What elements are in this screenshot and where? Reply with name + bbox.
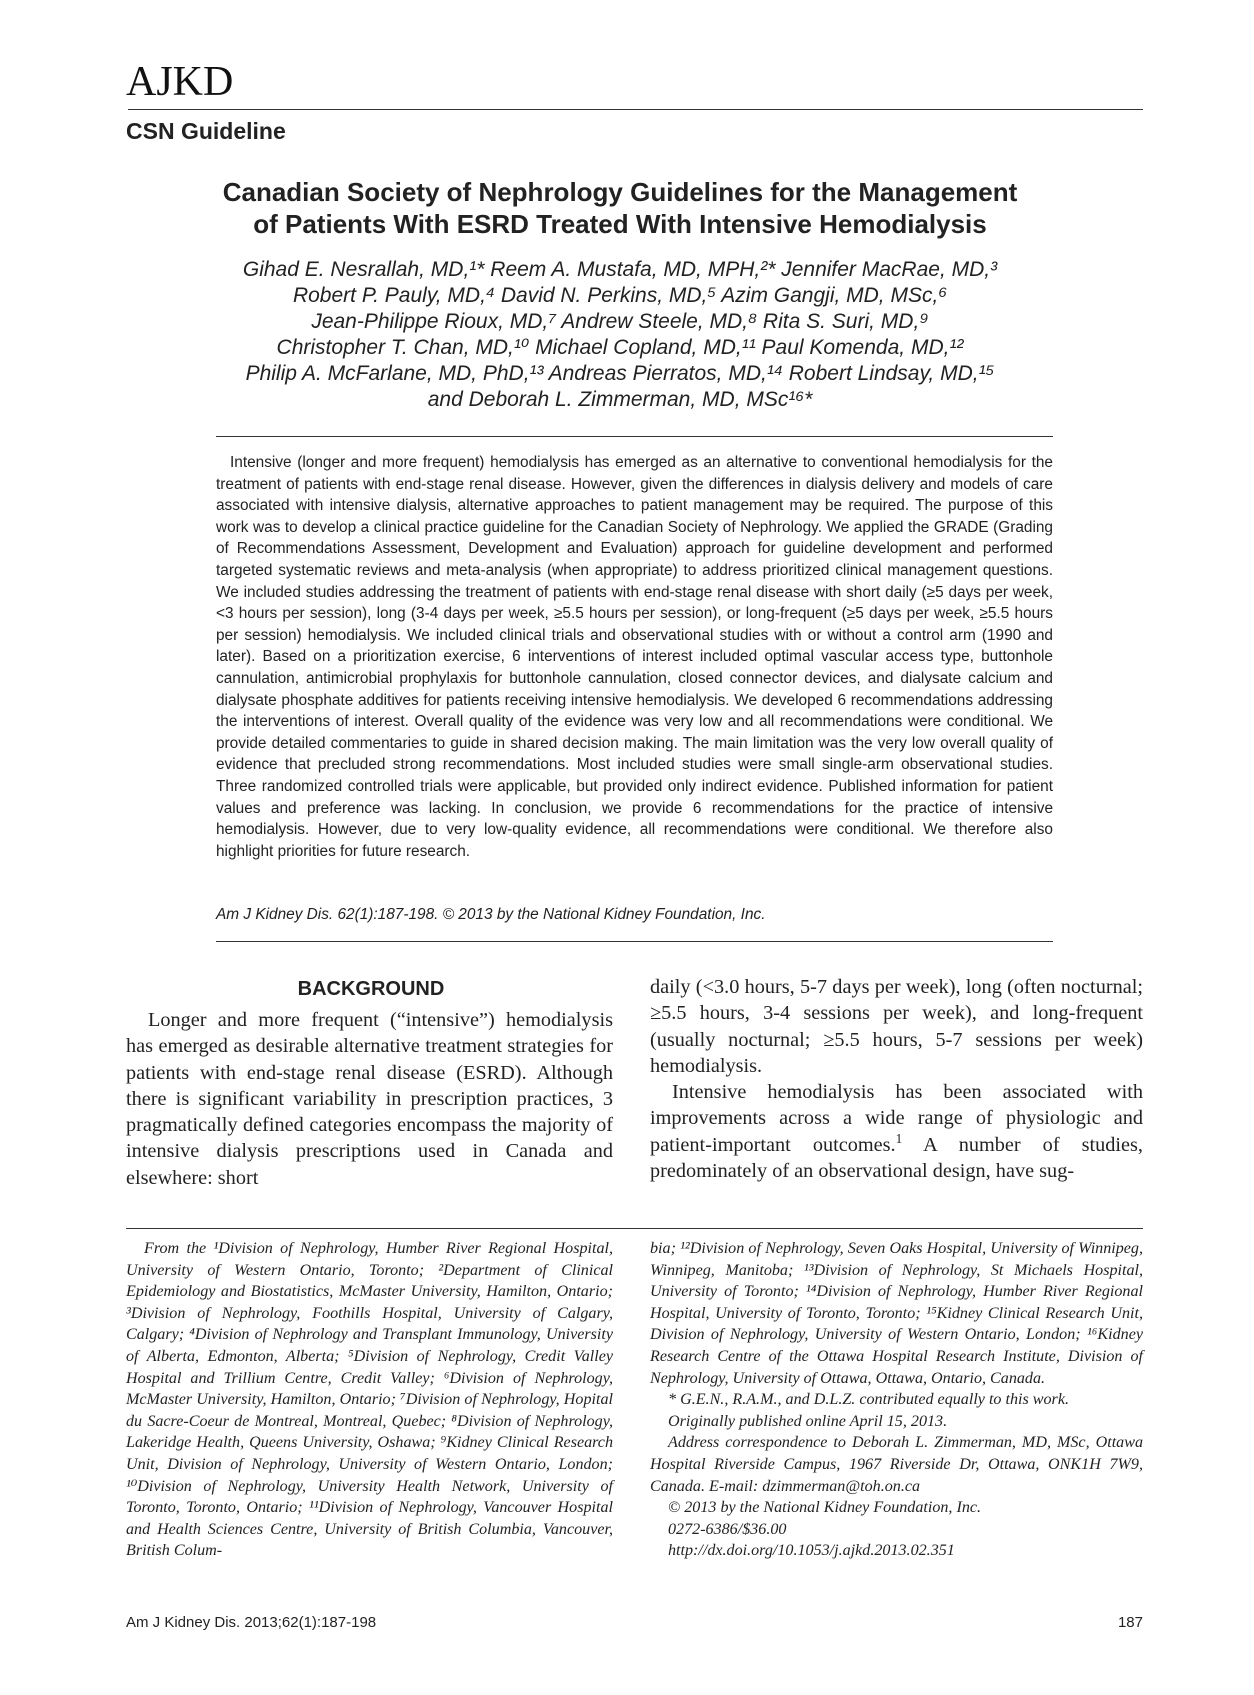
- affiliations: bia; ¹²Division of Nephrology, Seven Oaks Hospital, University of Winnipeg, Winnipeg, Manitoba; ¹³Division of Nephrology, St Michaels Hospital, University of Toronto; ¹⁴Division of Nephrology, Humber River Regional Hospital, University of Toronto, Toronto; ¹⁵Kidney Clinical Research Unit, Division of Nephrology, University of Western Ontario, London; ¹⁶Kidney Research Centre of the Ottawa Hospital Research Institute, Division of Nephrology, University of Ottawa, Ottawa, Ontario, Canada.: [650, 1240, 1143, 1387]
- author-list: [150, 257, 1090, 413]
- journal-logo: AJKD: [126, 59, 234, 105]
- title-line: Canadian Society of Nephrology Guidelines for the Management: [222, 177, 1018, 207]
- section-label: CSN Guideline: [126, 118, 286, 144]
- body-text: Intensive hemodialysis has been associated with improvements across a wide range of physiologic and patient-important outcomes.: [650, 1081, 1143, 1156]
- doi-link[interactable]: http://dx.doi.org/10.1053/j.ajkd.2013.02.351: [668, 1542, 955, 1560]
- citation-line: Am J Kidney Dis. 62(1):187-198. © 2013 by the National Kidney Foundation, Inc.: [216, 906, 766, 923]
- reference-marker: 1: [895, 1131, 903, 1147]
- header-rule: [128, 109, 1143, 110]
- equal-contribution-note: * G.E.N., R.A.M., and D.L.Z. contributed equally to this work.: [668, 1391, 1069, 1409]
- body-paragraph: Longer and more frequent (“intensive”) hemodialysis has emerged as desirable alternative treatment strategies for patients with end-stage renal disease (ESRD). Although there is significant variability in prescription practices, 3 pragmatically defined categories encompass the majority of intensive dialysis prescriptions used in Canada and elsewhere: short: [126, 1009, 613, 1189]
- author-line: Gihad E. Nesrallah, MD,¹* Reem A. Mustafa, MD, MPH,²* Jennifer MacRae, MD,³: [242, 258, 998, 281]
- author-line: Christopher T. Chan, MD,¹⁰ Michael Copland, MD,¹¹ Paul Komenda, MD,¹²: [276, 336, 964, 359]
- abstract: [216, 452, 1053, 862]
- abstract-bottom-rule: [216, 941, 1053, 942]
- author-line: and Deborah L. Zimmerman, MD, MSc¹⁶*: [427, 388, 813, 411]
- article-title: [150, 176, 1090, 240]
- author-line: Robert P. Pauly, MD,⁴ David N. Perkins, MD,⁵ Azim Gangji, MD, MSc,⁶: [292, 284, 948, 307]
- abstract-text: Intensive (longer and more frequent) hemodialysis has emerged as an alternative to conventional hemodialysis for the treatment of patients with end-stage renal disease. However, given the differences in dialysis delivery and models of care associated with intensive dialysis, alternative approaches to patient management may be required. The purpose of this work was to develop a clinical practice guideline for the Canadian Society of Nephrology. We applied the GRADE (Grading of Recommendations Assessment, Development and Evaluation) approach for guideline development and performed targeted systematic reviews and meta-analysis (when appropriate) to address prioritized clinical management questions. We included studies addressing the treatment of patients with end-stage renal disease with short daily (≥5 days per week, <3 hours per session), long (3-4 days per week, ≥5.5 hours per session), or long-frequent (≥5 days per week, ≥5.5 hours per session) hemodialysis. We included clinical trials and observational studies with or without a control arm (1990 and later). Based on a prioritization exercise, 6 interventions of interest included optimal vascular access type, buttonhole cannulation, antimicrobial prophylaxis for buttonhole cannulation, closed connector devices, and dialysate calcium and dialysate phosphate additives for patients receiving intensive hemodialysis. We developed 6 recommendations addressing the interventions of interest. Overall quality of the evidence was very low and all recommendations were conditional. We provide detailed commentaries to guide in shared decision making. The main limitation was the very low overall quality of evidence that precluded strong recommendations. Most included studies were small single-arm observational studies. Three randomized controlled trials were applicable, but provided only indirect evidence. Published information for patient values and preference was lacking. In conclusion, we provide 6 recommendations for the practice of intensive hemodialysis. However, due to very low-quality evidence, all recommendations were conditional. We therefore also highlight priorities for future research.: [216, 454, 1053, 860]
- title-line: of Patients With ESRD Treated With Intensive Hemodialysis: [253, 209, 987, 239]
- copyright-note: © 2013 by the National Kidney Foundation, Inc.: [668, 1499, 982, 1517]
- footer-journal-ref: Am J Kidney Dis. 2013;62(1):187-198: [126, 1614, 377, 1631]
- published-online-note: Originally published online April 15, 2013.: [668, 1412, 948, 1430]
- footnote-column-right: [650, 1238, 1143, 1562]
- correspondence-note: Address correspondence to Deborah L. Zimmerman, MD, MSc, Ottawa Hospital Riverside Campus, 1967 Riverside Dr, Ottawa, ONK1H 7W9, Canada. E-mail: dzimmerman@toh.on.ca: [650, 1434, 1143, 1495]
- issn-note: 0272-6386/$36.00: [668, 1520, 787, 1538]
- body-paragraph-continuation: daily (<3.0 hours, 5-7 days per week), long (often nocturnal; ≥5.5 hours, 3-4 sessions per week), and long-frequent (usually nocturnal; ≥5.5 hours, 5-7 sessions per week) hemodialysis.: [650, 976, 1143, 1077]
- page-number: 187: [1117, 1614, 1143, 1631]
- author-line: Jean-Philippe Rioux, MD,⁷ Andrew Steele, MD,⁸ Rita S. Suri, MD,⁹: [311, 310, 929, 333]
- body-text: A number of studies, predominately of an observational design, have sug-: [650, 1133, 1144, 1183]
- footnote-rule: [126, 1228, 1143, 1229]
- author-line: Philip A. McFarlane, MD, PhD,¹³ Andreas Pierratos, MD,¹⁴ Robert Lindsay, MD,¹⁵: [245, 362, 995, 385]
- body-column-left: [126, 1007, 613, 1191]
- body-paragraph: [650, 1079, 1143, 1184]
- footnote-column-left: [126, 1238, 613, 1562]
- background-heading: BACKGROUND: [297, 978, 445, 1000]
- affiliations: From the ¹Division of Nephrology, Humber River Regional Hospital, University of Western Ontario, Toronto; ²Department of Clinical Epidemiology and Biostatistics, McMaster University, Hamilton, Ontario; ³Division of Nephrology, Foothills Hospital, University of Calgary, Calgary; ⁴Division of Nephrology and Transplant Immunology, University of Alberta, Edmonton, Alberta; ⁵Division of Nephrology, Credit Valley Hospital and Trillium Centre, Credit Valley; ⁶Division of Nephrology, McMaster University, Hamilton, Ontario; ⁷Division of Nephrology, Hopital du Sacre-Coeur de Montreal, Montreal, Quebec; ⁸Division of Nephrology, Lakeridge Health, Queens University, Oshawa; ⁹Kidney Clinical Research Unit, Division of Nephrology, University of Western Ontario, London; ¹⁰Division of Nephrology, University Health Network, University of Toronto, Toronto, Ontario; ¹¹Division of Nephrology, Vancouver Hospital and Health Sciences Centre, University of British Columbia, Vancouver, British Colum-: [126, 1240, 613, 1560]
- body-column-right: [650, 974, 1143, 1184]
- abstract-top-rule: [216, 436, 1053, 437]
